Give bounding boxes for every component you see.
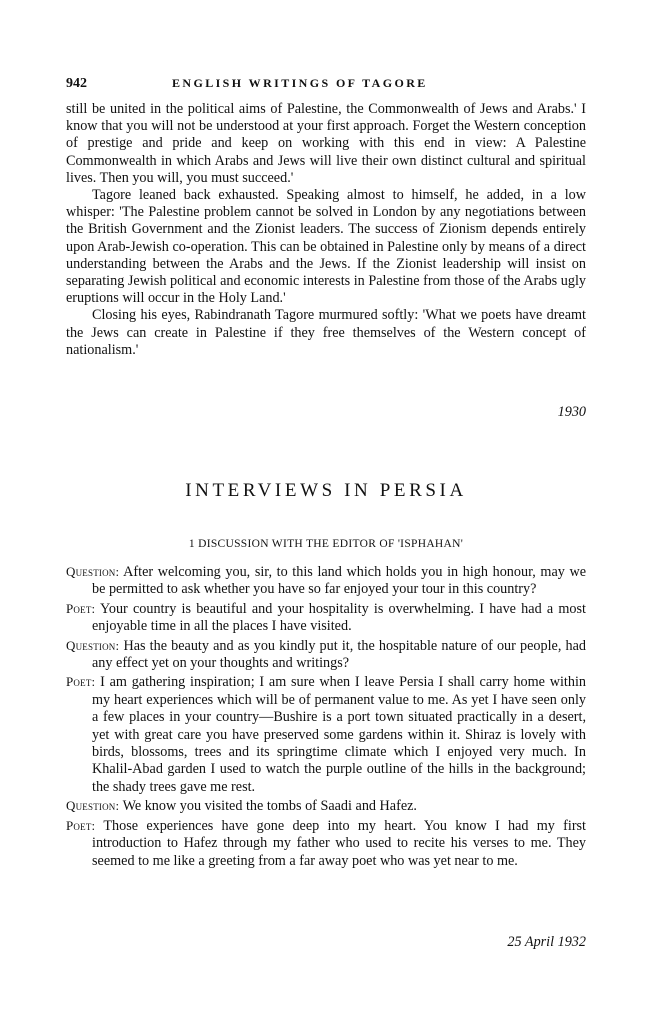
speaker-label: Poet:: [66, 674, 96, 690]
paragraph: Tagore leaned back exhausted. Speaking almost to himself, he added, in a low whisper: 'The Palestine problem cannot be solved in London by any negotiations between the British Government and the Zionist leaders. The success of Zionism depends entirely upon Arab-Jewish co-operation. This can be obtained in Palestine only by means of a direct understanding between the Arabs and the Jews. If the Zionist leadership will insist on separating Jewish political and economic interests in Palestine from those of the Arabs ugly eruptions will occur in the Holy Land.': [66, 187, 586, 307]
paragraph: Closing his eyes, Rabindranath Tagore murmured softly: 'What we poets have dreamt the Jews can create in Palestine if they free themselves of the Western concept of nationalism.': [66, 307, 586, 358]
dialogue-entry: [66, 563, 586, 599]
dialogue-text: We know you visited the tombs of Saadi and Hafez.: [122, 798, 417, 815]
speaker-label: Question:: [66, 798, 120, 814]
dialogue-entry: [66, 600, 586, 636]
dialogue-entry: [66, 817, 586, 870]
dialogue-entry: [66, 797, 586, 815]
dialogue-text: Has the beauty and as you kindly put it, the hospitable nature of our people, had any effect yet on your thoughts and writings?: [92, 637, 587, 672]
dialogue-entry: [66, 673, 586, 796]
dialogue-text: Your country is beautiful and your hospitality is overwhelming. I have had a most enjoyable time in all the places I have visited.: [92, 600, 586, 635]
section-title: INTERVIEWS IN PERSIA: [185, 480, 467, 501]
dialogue-text: After welcoming you, sir, to this land which holds you in high honour, may we be permitted to ask whether you have so far enjoyed your tour in this country?: [92, 564, 587, 598]
body-text: [66, 101, 586, 359]
page-number: 942: [66, 76, 87, 91]
dialogue-text: I am gathering inspiration; I am sure when I leave Persia I shall carry home within my heart experiences which will be of permanent value to me. As yet I have seen only a few places in your country—Bushire is a port town situated practically in a desert, yet with great care you have preserved some gardens within it. Shiraz is lovely with birds, blossoms, trees and its springtime climate which I enjoyed very much. In Khalil-Abad garden I used to watch the purple outline of the hills in the background; the shady trees gave me rest.: [92, 674, 586, 795]
speaker-label: Poet:: [66, 817, 96, 833]
running-head: [66, 76, 586, 94]
interview-dialogue: [66, 563, 586, 871]
running-title: ENGLISH WRITINGS OF TAGORE: [172, 76, 428, 90]
paragraph: still be united in the political aims of Palestine, the Commonwealth of Jews and Arabs.' I know that you will not be understood at your first approach. Forget the Western conception of prestige and pride and keep on working with this end in view: A Palestine Commonwealth in which Arabs and Jews will live their own distinct cultural and spiritual lives. Then you will, you must succeed.': [66, 101, 586, 186]
dialogue-entry: [66, 637, 586, 673]
speaker-label: Poet:: [66, 600, 96, 616]
dialogue-text: Those experiences have gone deep into my heart. You know I had my first introduction to Hafez through my father who used to recite his verses to me. They seemed to me like a greeting from a far away poet who was yet near to me.: [92, 817, 587, 869]
date-line: 1930: [557, 404, 586, 420]
dialogue-date: 25 April 1932: [507, 934, 586, 950]
speaker-label: Question:: [66, 637, 120, 653]
speaker-label: Question:: [66, 564, 120, 579]
subsection-title: 1 DISCUSSION WITH THE EDITOR OF 'ISPHAHAN': [188, 538, 464, 550]
